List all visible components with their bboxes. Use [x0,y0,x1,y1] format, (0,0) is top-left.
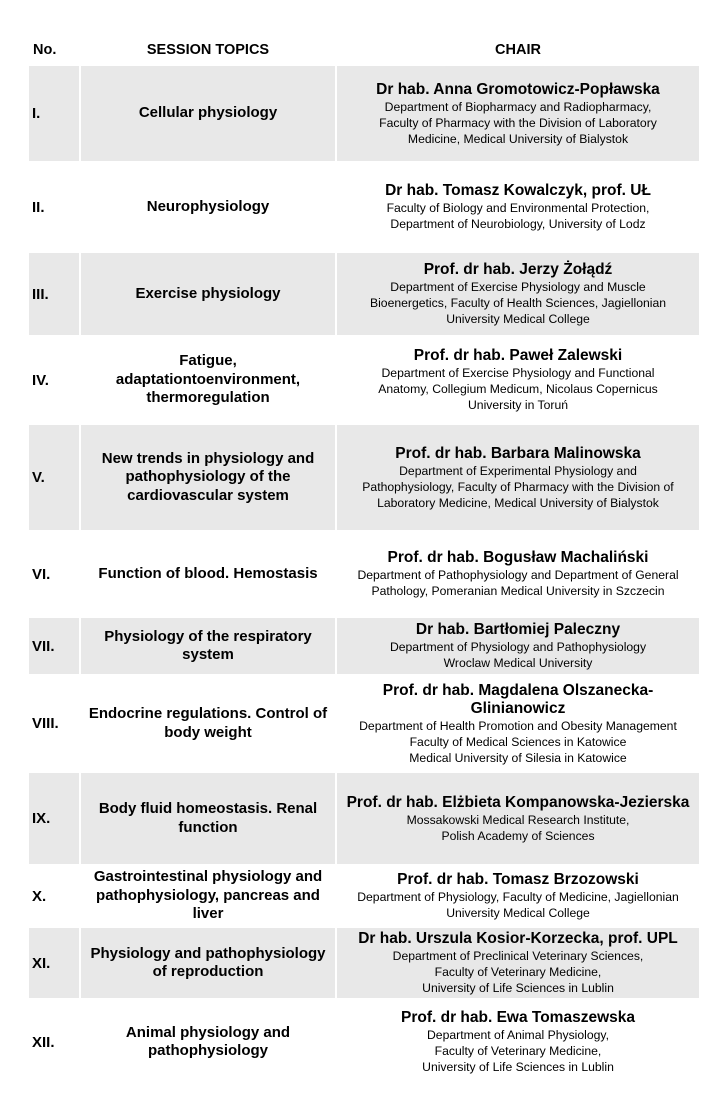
session-topic: Physiology of the respiratory system [81,618,337,676]
chair-name: Dr hab. Anna Gromotowicz-Popławska [376,80,660,98]
row-number: III. [29,253,81,337]
chair-name: Prof. dr hab. Paweł Zalewski [413,347,623,364]
chair-affiliation-line: University of Life Sciences in Lublin [422,1060,614,1074]
chair-affiliation-line: Department of Physiology, Faculty of Medicine, Jagiellonian [357,890,679,904]
chair-affiliation-line: University Medical College [446,906,590,920]
chair-affiliation-line: Anatomy, Collegium Medicum, Nicolaus Copernicus [378,382,658,396]
chair-cell [337,425,699,532]
row-number: VIII. [29,676,81,773]
row-number: II. [29,163,81,253]
chair-name: Dr hab. Tomasz Kowalczyk, prof. UŁ [385,182,651,199]
row-number: V. [29,425,81,532]
session-topic: Physiology and pathophysiology of reproduction [81,928,337,1000]
chair-affiliation-line: Medicine, Medical University of Bialystok [407,131,629,146]
chair-affiliation-line: Department of Neurobiology, University of Lodz [390,217,646,231]
chair-name: Prof. dr hab. Jerzy Żołądź [423,261,613,278]
row-number: IX. [29,773,81,866]
chair-affiliation-line: Department of Exercise Physiology and Functional [381,366,655,380]
chair-name: Prof. dr hab. Tomasz Brzozowski [397,871,639,888]
chair-affiliation-line: Department of Health Promotion and Obesity Management [359,718,677,733]
row-number: XII. [29,1000,81,1086]
chair-affiliation-line: Faculty of Medical Sciences in Katowice [409,734,627,749]
chair-name: Prof. dr hab. Magdalena Olszanecka-Glinianowicz [382,681,654,717]
row-number: I. [29,66,81,163]
chair-name: Prof. dr hab. Bogusław Machaliński [387,549,649,566]
chair-affiliation-line: Faculty of Veterinary Medicine, [434,965,602,979]
chair-name: Dr hab. Urszula Kosior-Korzecka, prof. UPL [358,930,678,947]
chair-affiliation-line: Faculty of Veterinary Medicine, [434,1044,602,1058]
chair-cell [337,163,699,253]
chair-affiliation-line: University Medical College [446,312,590,326]
chair-cell [337,1000,699,1086]
row-number: X. [29,866,81,928]
chair-affiliation-line: Mossakowski Medical Research Institute, [406,812,630,827]
chair-name: Prof. dr hab. Elżbieta Kompanowska-Jezierska [346,793,690,811]
chair-affiliation-line: Department of Physiology and Pathophysiology [389,640,647,654]
chair-name: Prof. dr hab. Barbara Malinowska [395,444,641,462]
chair-cell [337,66,699,163]
chair-affiliation-line: Polish Academy of Sciences [441,828,595,843]
chair-cell [337,866,699,928]
session-topic: Fatigue, adaptationtoenvironment, thermoregulation [81,337,337,425]
chair-affiliation-line: Department of Experimental Physiology and [399,463,637,478]
chair-affiliation-line: Laboratory Medicine, Medical University of Bialystok [377,495,659,510]
session-topic: Exercise physiology [81,253,337,337]
session-topic: New trends in physiology and pathophysiology of the cardiovascular system [81,425,337,532]
header-session-topics: SESSION TOPICS [81,36,337,66]
chair-affiliation-line: Faculty of Pharmacy with the Division of Laboratory [379,115,657,130]
chair-affiliation-line: University of Life Sciences in Lublin [422,981,614,995]
session-topic: Function of blood. Hemostasis [81,532,337,618]
session-topic: Body fluid homeostasis. Renal function [81,773,337,866]
header-no: No. [29,36,81,66]
chair-affiliation-line: Department of Pathophysiology and Department of General [357,568,679,582]
chair-affiliation-line: Department of Exercise Physiology and Muscle [390,280,646,294]
header-chair: CHAIR [337,36,699,66]
session-topic: Neurophysiology [81,163,337,253]
chair-affiliation-line: Pathophysiology, Faculty of Pharmacy with the Division of [362,479,674,494]
chair-cell [337,618,699,676]
row-number: IV. [29,337,81,425]
chair-affiliation-line: Bioenergetics, Faculty of Health Sciences, Jagiellonian [369,296,667,310]
chair-affiliation-line: Department of Biopharmacy and Radiopharmacy, [384,99,652,114]
chair-cell [337,337,699,425]
session-topic: Cellular physiology [81,66,337,163]
chair-cell [337,773,699,866]
chair-affiliation-line: University in Toruń [467,398,569,412]
session-topic: Endocrine regulations. Control of body weight [81,676,337,773]
chair-affiliation-line: Wroclaw Medical University [443,656,593,670]
row-number: XI. [29,928,81,1000]
chair-cell [337,928,699,1000]
row-number: VI. [29,532,81,618]
chair-affiliation-line: Faculty of Biology and Environmental Protection, [386,201,650,215]
chair-cell [337,532,699,618]
chair-name: Dr hab. Bartłomiej Paleczny [415,621,621,638]
chair-affiliation-line: Pathology, Pomeranian Medical University in Szczecin [371,584,665,598]
sessions-table [29,36,699,1086]
chair-cell [337,676,699,773]
chair-affiliation-line: Medical University of Silesia in Katowice [409,750,627,765]
session-topic: Animal physiology and pathophysiology [81,1000,337,1086]
row-number: VII. [29,618,81,676]
chair-cell [337,253,699,337]
chair-affiliation-line: Department of Animal Physiology, [427,1028,609,1042]
chair-affiliation-line: Department of Preclinical Veterinary Sciences, [392,949,644,963]
chair-name: Prof. dr hab. Ewa Tomaszewska [400,1009,635,1026]
session-topic: Gastrointestinal physiology and pathophysiology, pancreas and liver [81,866,337,928]
